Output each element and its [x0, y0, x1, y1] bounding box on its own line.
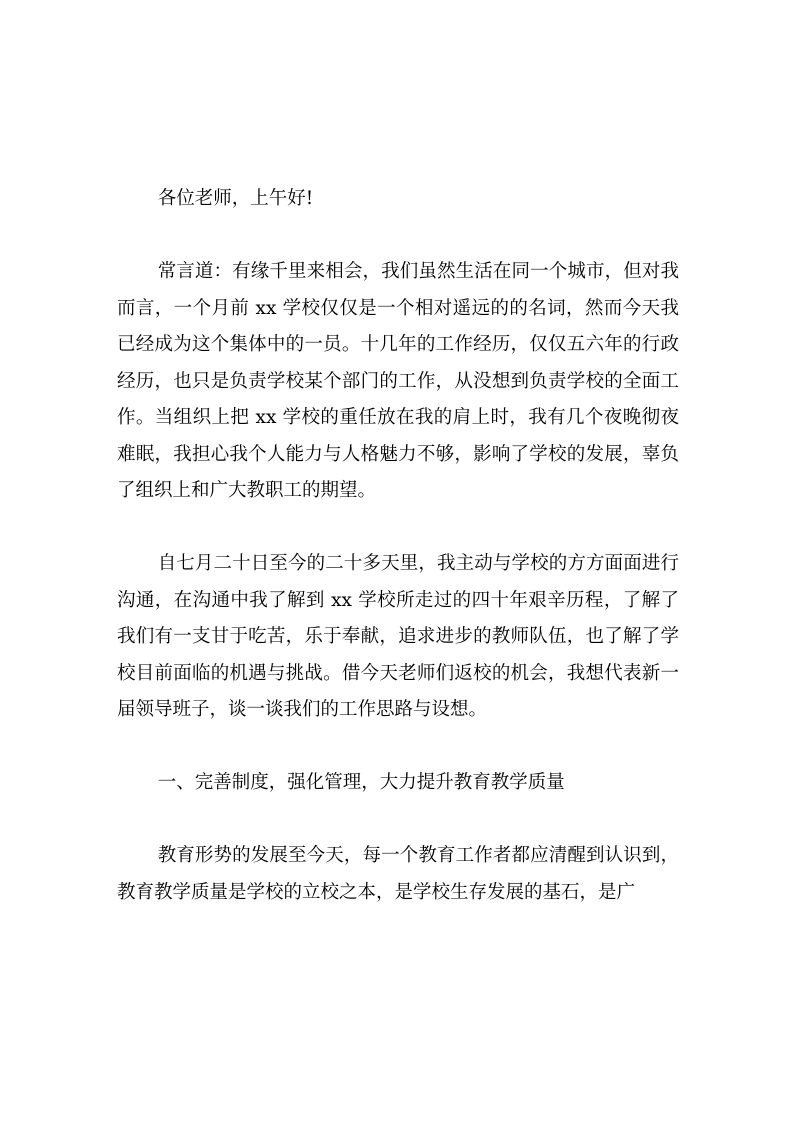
- paragraph-quality: 教育形势的发展至今天，每一个教育工作者都应清醒到认识到，教育教学质量是学校的立校之本，是学校生存发展的基石，是广: [117, 845, 679, 903]
- paragraph-gap: [117, 802, 679, 839]
- document-body: [117, 181, 679, 911]
- greeting: 各位老师，上午好!: [157, 188, 314, 209]
- paragraph-gap: [117, 729, 679, 766]
- paragraph-intro: 常言道：有缘千里来相会，我们虽然生活在同一个城市，但对我而言，一个月前 xx 学校仅仅是一个相对遥远的的名词，然而今天我已经成为这个集体中的一员。十几年的工作经历，仅仅五六年的行政经历，也只是负责学校某个部门的工作，从没想到负责学校的全面工作。当组织上把 xx 学校的重任放在我的肩上时，我有几个夜晚彻夜难眠，我担心我个人能力与人格魅力不够，影响了学校的发展，辜负了组织上和广大教职工的期望。: [117, 261, 679, 501]
- paragraph-gap: [117, 218, 679, 255]
- paragraph-communication: 自七月二十日至今的二十多天里，我主动与学校的方方面面进行沟通，在沟通中我了解到 xx 学校所走过的四十年艰辛历程，了解了我们有一支甘于吃苦，乐于奉献，追求进步的教师队伍，也了解了学校目前面临的机遇与挑战。借今天老师们返校的机会，我想代表新一届领导班子，谈一谈我们的工作思路与设想。: [117, 553, 679, 720]
- paragraph-gap: [117, 510, 679, 547]
- section-heading: 一、完善制度，强化管理，大力提升教育教学质量: [157, 772, 565, 793]
